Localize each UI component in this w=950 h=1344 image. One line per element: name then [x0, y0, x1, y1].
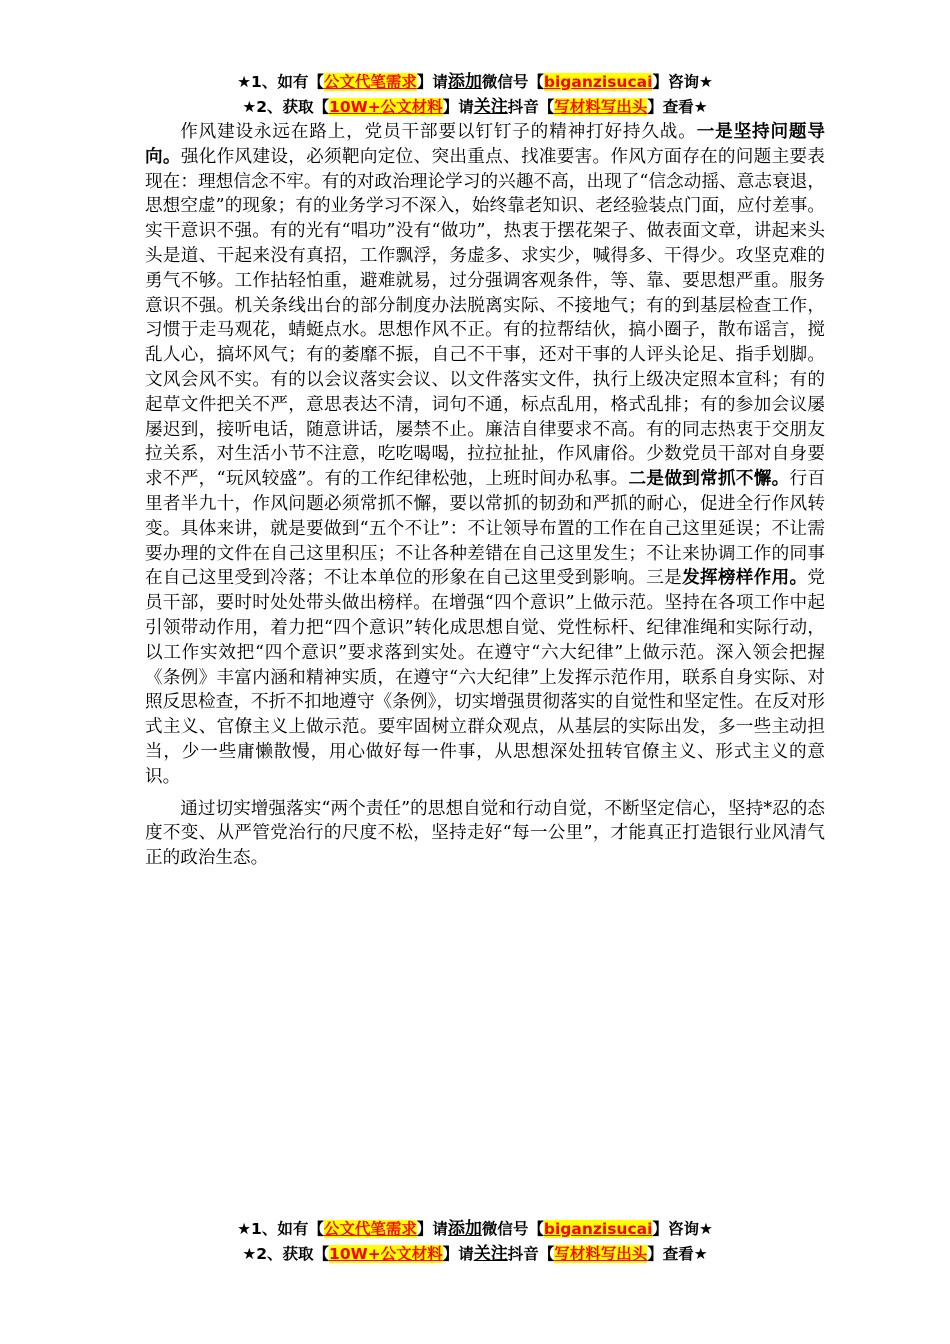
highlight-materials: 10W+公文材料: [329, 98, 443, 116]
highlight-douyin: 写材料写出头: [554, 1245, 648, 1263]
highlight-materials: 10W+公文材料: [329, 1245, 443, 1263]
footer-line-1: ★1、如有【公文代笔需求】请添加微信号【biganzisucai】咨询★: [237, 1219, 713, 1239]
paragraph-1: 作风建设永远在路上，党员干部要以钉钉子的精神打好持久战。一是坚持问题导向。强化作风建设，必须靶向定位、突出重点、找准要害。作风方面存在的问题主要表现在：理想信念不牢。有的对政治理论学习的兴趣不高，出现了“信念动摇、意志衰退，思想空虚”的现象；有的业务学习不深入，始终靠老知识、老经验装点门面，应付差事。实干意识不强。有的光有“唱功”没有“做功”，热衷于摆花架子、做表面文章，讲起来头头是道、干起来没有真招，工作飘浮，务虚多、求实少，喊得多、干得少。攻坚克难的勇气不够。工作拈轻怕重，避难就易，过分强调客观条件，等、靠、要思想严重。服务意识不强。机关条线出台的部分制度办法脱离实际、不接地气；有的到基层检查工作，习惯于走马观花，蜻蜓点水。思想作风不正。有的拉帮结伙，搞小圈子，散布谣言，搅乱人心，搞坏风气；有的萎靡不振，自己不干事，还对干事的人评头论足、指手划脚。文风会风不实。有的以会议落实会议、以文件落实文件，执行上级决定照本宣科；有的起草文件把关不严，意思表达不清，词句不通，标点乱用，格式乱排；有的参加会议屡屡迟到，接听电话，随意讲话，屡禁不止。廉洁自律要求不高。有的同志热衷于交朋友拉关系，对生活小节不注意，吃吃喝喝，拉拉扯扯，作风庸俗。少数党员干部对自身要求不严，“玩风较盛”。有的工作纪律松弛，上班时间办私事。二是做到常抓不懈。行百里者半九十，作风问题必须常抓不懈，要以常抓的韧劲和严抓的耐心，促进全行作风转变。具体来讲，就是要做到“五个不让”：不让领导布置的工作在自己这里延误；不让需要办理的文件在自己这里积压；不让各种差错在自己这里发生；不让来协调工作的同事在自己这里受到冷落；不让本单位的形象在自己这里受到影响。三是发挥榜样作用。党员干部，要时时处处带头做出榜样。在增强“四个意识”上做示范。坚持在各项工作中起引领带动作用，着力把“四个意识”转化成思想自觉、党性标杆、纪律准绳和实际行动，以工作实效把“四个意识”要求落到实处。在遵守“六大纪律”上做示范。深入领会把握《条例》丰富内涵和精神实质，在遵守“六大纪律”上发挥示范作用，联系自身实际、对照反思检查，不折不扣地遵守《条例》，切实增强贯彻落实的自觉性和坚定性。在反对形式主义、官僚主义上做示范。要牢固树立群众观点，从基层的实际出发，多一些主动担当，少一些庸懒散慢，用心做好每一件事，从思想深处扭转官僚主义、形式主义的意识。: [145, 122, 825, 787]
highlight-wechat-id: biganzisucai: [543, 1220, 653, 1238]
header-line-2: ★2、获取【10W+公文材料】请关注抖音【写材料写出头】查看★: [242, 97, 708, 117]
point-one-heading: 一是坚持问题导向。: [145, 122, 825, 167]
highlight-service: 公文代笔需求: [323, 73, 417, 91]
header-banner: [0, 70, 950, 120]
document-body: [145, 120, 825, 871]
highlight-service: 公文代笔需求: [323, 1220, 417, 1238]
highlight-douyin: 写材料写出头: [554, 98, 648, 116]
footer-line-2: ★2、获取【10W+公文材料】请关注抖音【写材料写出头】查看★: [242, 1244, 708, 1264]
footer-banner: [0, 1217, 950, 1267]
highlight-wechat-id: biganzisucai: [543, 73, 653, 91]
point-three-heading: 发挥榜样作用。: [682, 568, 808, 589]
header-line-1: ★1、如有【公文代笔需求】请添加微信号【biganzisucai】咨询★: [237, 72, 713, 92]
point-two-heading: 二是做到常抓不懈。: [628, 469, 790, 490]
paragraph-2: 通过切实增强落实“两个责任”的思想自觉和行动自觉，不断坚定信心，坚持*忍的态度不变、从严管党治行的尺度不松，坚持走好“每一公里”，才能真正打造银行业风清气正的政治生态。: [145, 798, 825, 869]
